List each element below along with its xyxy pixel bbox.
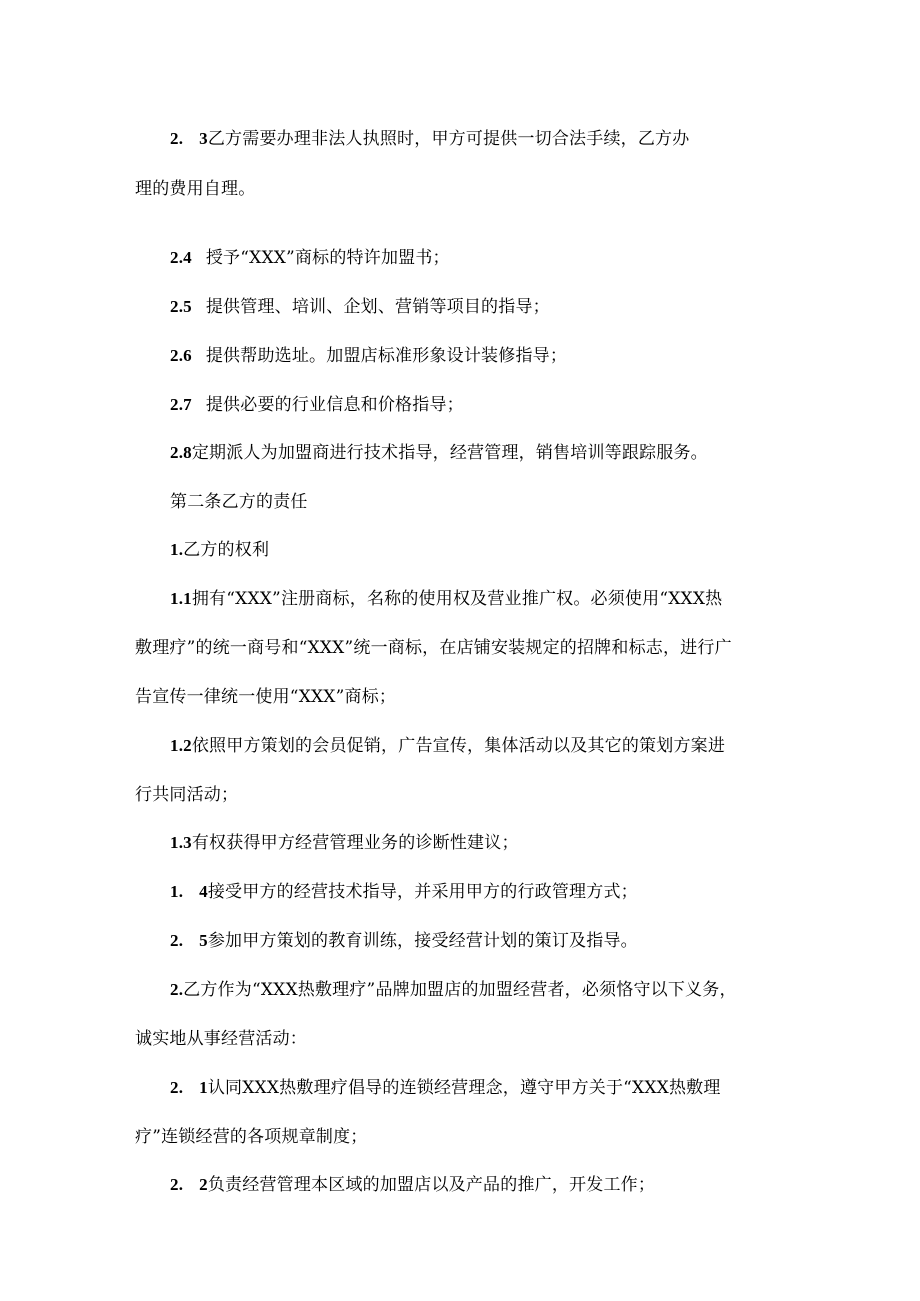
clause-number: 2. [170,980,184,999]
clause-number-sub: 5 [199,931,208,950]
paragraph-text: 乙方作为“XXX热敷理疗”品牌加盟店的加盟经营者，必须恪守以下义务， [183,980,737,1000]
paragraph-line [170,978,737,1002]
paragraph-line [170,831,519,855]
clause-number: 1. [170,540,184,559]
paragraph-text: 行共同活动； [135,785,239,805]
paragraph-text: 提供必要的行业信息和价格指导； [205,395,464,415]
clause-number: 2.8 [170,443,192,462]
paragraph-line [170,344,567,368]
clause-number-sub: 1 [199,1078,208,1097]
paragraph-line [170,441,708,465]
clause-number: 2. [170,931,184,950]
paragraph-text: 提供帮助选址。加盟店标准形象设计装修指导； [205,346,568,366]
paragraph-line [135,1125,368,1149]
paragraph-line [170,1173,655,1197]
paragraph-text: 参加甲方策划的教育训练，接受经营计划的策订及指导。 [207,931,638,951]
clause-number: 1.1 [170,589,192,608]
paragraph-text: 有权获得甲方经营管理业务的诊断性建议； [191,833,519,853]
clause-number-sub: 3 [199,129,208,148]
clause-number: 2.4 [170,248,192,267]
clause-number: 2.5 [170,297,192,316]
paragraph-text: 负责经营管理本区域的加盟店以及产品的推广，开发工作； [207,1175,656,1195]
clause-number: 2. [170,1175,184,1194]
paragraph-text: 乙方需要办理非法人执照时，甲方可提供一切合法手续，乙方办 [207,129,690,149]
clause-number: 2. [170,129,184,148]
paragraph-text: 第二条乙方的责任 [170,492,308,512]
clause-number: 2.7 [170,395,192,414]
paragraph-text: 接受甲方的经营技术指导，并采用甲方的行政管理方式； [207,882,638,902]
paragraph-text: 拥有“XXX”注册商标，名称的使用权及营业推广权。必须使用“XXX热 [191,589,723,609]
clause-number-sub: 4 [199,882,208,901]
paragraph-text: 敷理疗”的统一商号和“XXX”统一商标，在店铺安装规定的招牌和标志，进行广 [135,638,732,658]
clause-number: 1. [170,882,184,901]
paragraph-line [170,393,464,417]
section-heading [170,490,308,514]
clause-number-sub: 2 [199,1175,208,1194]
paragraph-line [170,880,638,904]
paragraph-line [170,929,638,953]
paragraph-line [170,127,736,151]
clause-number: 2. [170,1078,184,1097]
paragraph-text: 乙方的权利 [183,540,270,560]
paragraph-line [170,734,725,758]
paragraph-line [170,295,550,319]
paragraph-text: 认同XXX热敷理疗倡导的连锁经营理念，遵守甲方关于“XXX热敷理 [207,1078,721,1098]
paragraph-text: 提供管理、培训、企划、营销等项目的指导； [205,297,550,317]
paragraph-line [170,1076,721,1100]
clause-number: 1.2 [170,736,192,755]
clause-number: 2.6 [170,346,192,365]
paragraph-line [135,783,238,807]
clause-number: 1.3 [170,833,192,852]
paragraph-line [170,246,450,270]
paragraph-line [170,538,269,562]
paragraph-text: 疗”连锁经营的各项规章制度； [135,1127,368,1147]
paragraph-text: 依照甲方策划的会员促销，广告宣传，集体活动以及其它的策划方案进 [191,736,726,756]
paragraph-line [135,636,732,660]
paragraph-text: 告宣传一律统一使用“XXX”商标； [135,687,397,707]
paragraph-text: 定期派人为加盟商进行技术指导，经营管理，销售培训等跟踪服务。 [191,443,708,463]
paragraph-line [170,587,722,611]
paragraph-line [135,177,255,201]
paragraph-line [135,1027,307,1051]
paragraph-line [135,685,396,709]
paragraph-text: 诚实地从事经营活动： [135,1029,307,1049]
paragraph-text: 理的费用自理。 [135,179,256,199]
paragraph-text: 授予“XXX”商标的特许加盟书； [205,248,450,268]
